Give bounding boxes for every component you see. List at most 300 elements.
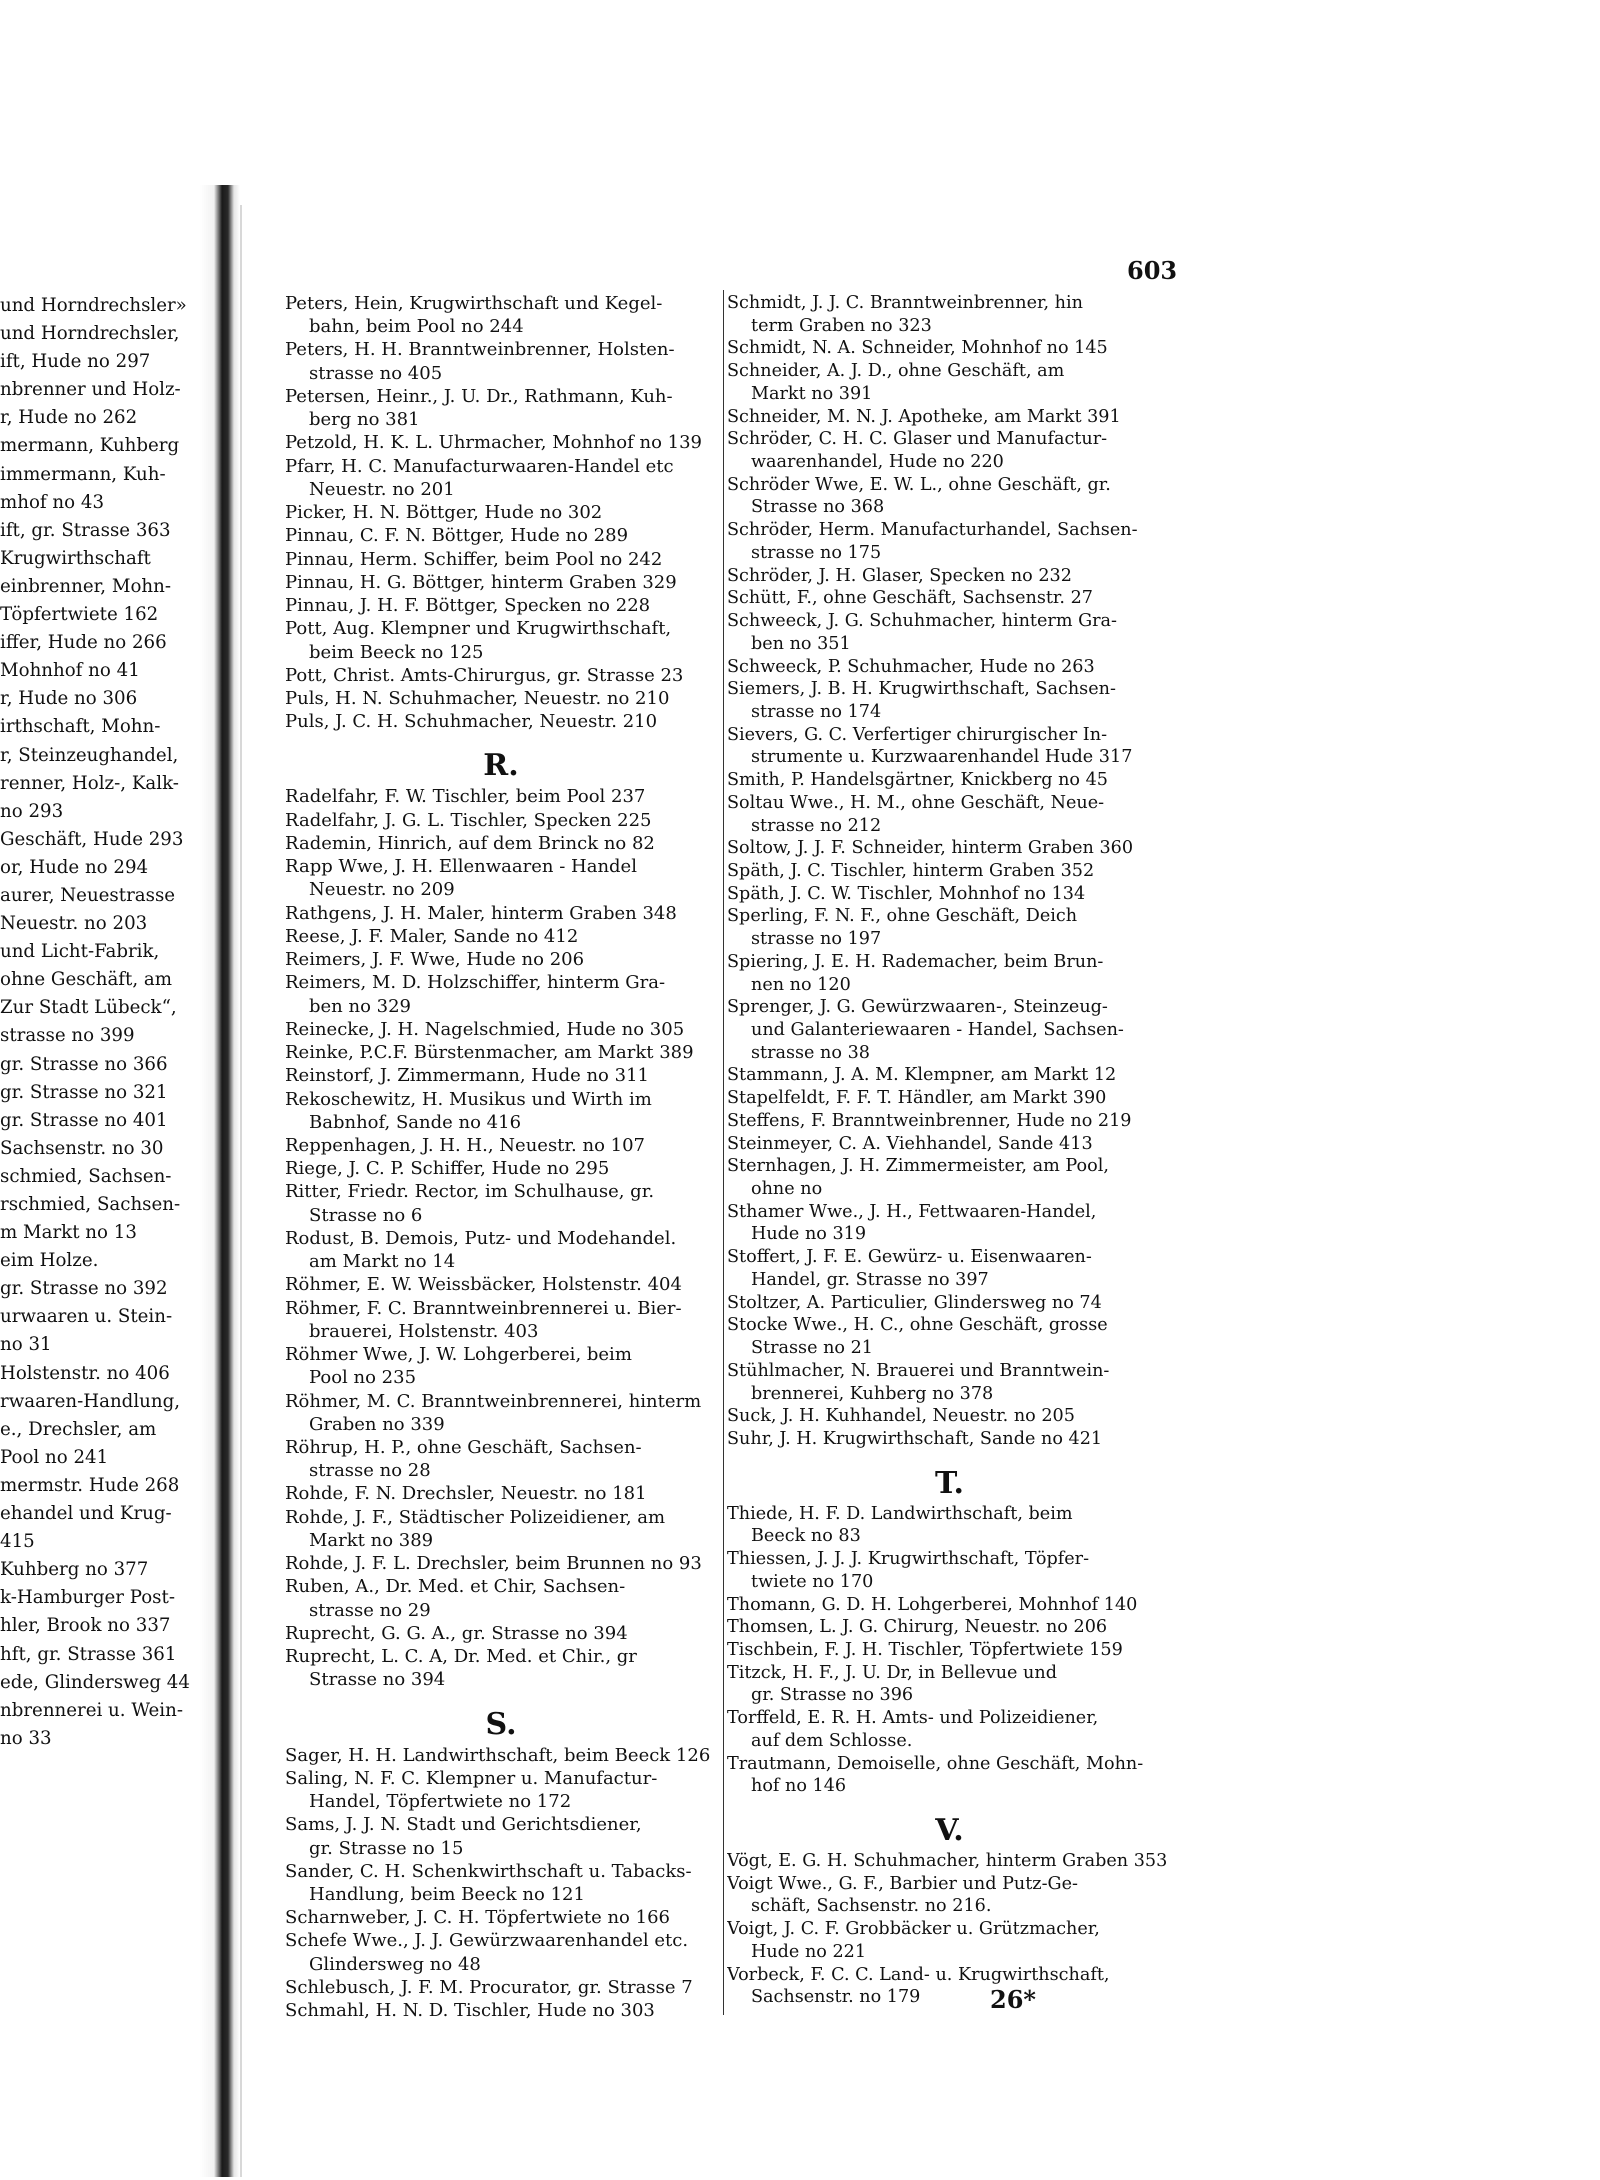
entry-line: Reinstorf, J. Zimmermann, Hude no 311	[285, 1065, 649, 1087]
directory-entry	[285, 617, 717, 663]
directory-entry	[285, 548, 717, 571]
left-fragment-line: gr. Strasse no 366	[0, 1053, 168, 1075]
directory-entry	[727, 1246, 1172, 1291]
directory-entry	[285, 1390, 717, 1436]
section-spacer	[727, 1451, 1172, 1465]
entry-line: Röhmer Wwe, J. W. Lohgerberei, beim	[285, 1344, 632, 1366]
directory-entry	[285, 1575, 717, 1621]
entry-continuation: Hude no 221	[751, 1941, 867, 1962]
entry-line: Steinmeyer, C. A. Viehhandel, Sande 413	[727, 1133, 1093, 1154]
directory-column-right	[727, 292, 1172, 2009]
left-fragment-line: 415	[0, 1531, 35, 1553]
entry-line: Röhmer, F. C. Branntweinbrennerei u. Bier-	[285, 1297, 682, 1319]
directory-entry	[285, 338, 717, 384]
directory-entry	[727, 1753, 1172, 1798]
entry-line: Sperling, F. N. F., ohne Geschäft, Deich	[727, 906, 1078, 927]
entry-line: Rohde, J. F., Städtischer Polizeidiener, am	[285, 1506, 666, 1528]
entry-continuation: ben no 351	[751, 633, 851, 654]
entry-continuation: strumente u. Kurzwaarenhandel Hude 317	[751, 747, 1133, 768]
entry-line: Schröder, J. H. Glaser, Specken no 232	[727, 565, 1072, 586]
directory-entry	[727, 678, 1172, 723]
entry-line: Sternhagen, J. H. Zimmermeister, am Pool,	[727, 1156, 1109, 1177]
left-fragment-line: Krugwirthschaft	[0, 547, 151, 569]
entry-continuation: brauerei, Holstenstr. 403	[309, 1320, 539, 1342]
directory-entry	[727, 769, 1172, 792]
directory-entry	[285, 1506, 717, 1552]
directory-entry	[727, 724, 1172, 769]
directory-entry	[285, 1018, 717, 1041]
left-fragment-line: strasse no 399	[0, 1025, 135, 1047]
entry-continuation: twiete no 170	[751, 1571, 874, 1592]
entry-continuation: ben no 329	[309, 995, 411, 1017]
entry-continuation: gr. Strasse no 396	[751, 1685, 914, 1706]
directory-entry	[285, 902, 717, 925]
directory-entry	[285, 1064, 717, 1087]
entry-line: Rathgens, J. H. Maler, hinterm Graben 348	[285, 902, 677, 924]
directory-entry	[727, 1201, 1172, 1246]
section-spacer	[285, 1692, 717, 1706]
entry-line: Vögt, E. G. H. Schuhmacher, hinterm Graben 353	[727, 1851, 1168, 1871]
left-fragment-line: r, Steinzeughandel,	[0, 744, 179, 766]
entry-line: Ruprecht, L. C. A, Dr. Med. et Chir., gr	[285, 1646, 637, 1668]
left-fragment-line: immermann, Kuh-	[0, 463, 166, 485]
entry-line: Pinnau, H. G. Böttger, hinterm Graben 329	[285, 571, 677, 593]
entry-line: Sager, H. H. Landwirthschaft, beim Beeck 126	[285, 1744, 711, 1766]
entry-line: Schütt, F., ohne Geschäft, Sachsenstr. 27	[727, 588, 1093, 609]
directory-entry	[727, 1133, 1172, 1156]
left-fragment-line: r, Hude no 306	[0, 688, 138, 710]
entry-line: Schefe Wwe., J. J. Gewürzwaarenhandel etc.	[285, 1930, 689, 1952]
entry-continuation: Graben no 339	[309, 1413, 445, 1435]
directory-entry	[285, 431, 717, 454]
entry-line: Stocke Wwe., H. C., ohne Geschäft, grosse	[727, 1315, 1108, 1336]
entry-line: Soltow, J. J. F. Schneider, hinterm Graben 360	[727, 838, 1134, 859]
book-gutter	[200, 185, 240, 2177]
entry-line: Spiering, J. E. H. Rademacher, beim Brun-	[727, 951, 1104, 972]
left-fragment-line: und Horndrechsler»	[0, 295, 187, 316]
entry-line: Peters, Hein, Krugwirthschaft und Kegel-	[285, 293, 663, 314]
directory-entry	[727, 1155, 1172, 1200]
directory-entry	[285, 1999, 717, 2022]
left-fragment-line: ift, gr. Strasse 363	[0, 519, 171, 541]
directory-entry	[727, 1064, 1172, 1087]
left-fragment-line: mhof no 43	[0, 491, 105, 513]
left-fragment-line: Pool no 241	[0, 1446, 109, 1468]
entry-line: Rohde, J. F. L. Drechsler, beim Brunnen no 93	[285, 1553, 702, 1575]
entry-line: Torffeld, E. R. H. Amts- und Polizeidiener,	[727, 1708, 1099, 1729]
section-letter: S.	[485, 1706, 517, 1742]
entry-continuation: Neuestr. no 209	[309, 879, 455, 901]
entry-line: Titzck, H. F., J. U. Dr, in Bellevue und	[727, 1662, 1057, 1683]
entry-line: Soltau Wwe., H. M., ohne Geschäft, Neue-	[727, 792, 1105, 813]
entry-continuation: ohne no	[751, 1179, 823, 1200]
directory-entry	[727, 1503, 1172, 1548]
entry-line: Späth, J. C. W. Tischler, Mohnhof no 134	[727, 883, 1086, 904]
entry-line: Voigt, J. C. F. Grobbäcker u. Grützmacher,	[727, 1919, 1100, 1940]
entry-line: Rekoschewitz, H. Musikus und Wirth im	[285, 1088, 652, 1110]
entry-line: Reimers, M. D. Holzschiffer, hinterm Gra-	[285, 972, 666, 994]
entry-line: Sprenger, J. G. Gewürzwaaren-, Steinzeug-	[727, 997, 1108, 1018]
left-fragment-line: mermstr. Hude 268	[0, 1474, 180, 1496]
entry-continuation: Strasse no 6	[309, 1204, 423, 1226]
entry-continuation: strasse no 197	[751, 929, 882, 950]
entry-line: Schneider, M. N. J. Apotheke, am Markt 391	[727, 406, 1121, 427]
entry-continuation: Markt no 391	[751, 383, 873, 404]
entry-line: Reimers, J. F. Wwe, Hude no 206	[285, 949, 585, 971]
entry-line: Tischbein, F. J. H. Tischler, Töpfertwiete 159	[727, 1639, 1123, 1660]
entry-continuation: hof no 146	[751, 1776, 847, 1797]
left-fragment-line: Sachsenstr. no 30	[0, 1137, 164, 1159]
directory-entry	[285, 1343, 717, 1389]
directory-entry	[727, 905, 1172, 950]
left-fragment-line: iffer, Hude no 266	[0, 632, 167, 654]
directory-entry	[727, 951, 1172, 996]
directory-entry	[285, 292, 717, 338]
entry-continuation: Neuestr. no 201	[309, 478, 455, 500]
entry-continuation: auf dem Schlosse.	[751, 1730, 913, 1751]
entry-continuation: Glindersweg no 48	[309, 1953, 481, 1975]
entry-continuation: strasse no 175	[751, 542, 882, 563]
entry-line: Riege, J. C. P. Schiffer, Hude no 295	[285, 1158, 610, 1180]
entry-continuation: Handel, Töpfertwiete no 172	[309, 1791, 572, 1813]
directory-entry	[285, 855, 717, 901]
left-fragment-line: aurer, Neuestrasse	[0, 884, 176, 906]
entry-line: Saling, N. F. C. Klempner u. Manufactur-	[285, 1767, 658, 1789]
left-fragment-line: und Licht-Fabrik,	[0, 941, 160, 963]
entry-continuation: Markt no 389	[309, 1529, 434, 1551]
directory-entry	[285, 455, 717, 501]
directory-entry	[727, 1594, 1172, 1617]
left-fragment-line: ehandel und Krug-	[0, 1503, 172, 1525]
left-fragment-line: no 33	[0, 1727, 52, 1749]
entry-continuation: am Markt no 14	[309, 1251, 456, 1273]
entry-continuation: brennerei, Kuhberg no 378	[751, 1383, 994, 1404]
left-fragment-line: k-Hamburger Post-	[0, 1587, 175, 1609]
entry-line: Ritter, Friedr. Rector, im Schulhause, gr.	[285, 1181, 655, 1203]
left-fragment-line: or, Hude no 294	[0, 856, 149, 878]
directory-entry	[727, 587, 1172, 610]
entry-line: Schröder, C. H. C. Glaser und Manufactur-	[727, 429, 1108, 450]
entry-line: Reinke, P.C.F. Bürstenmacher, am Markt 389	[285, 1042, 694, 1064]
entry-continuation: gr. Strasse no 15	[309, 1837, 464, 1859]
entry-line: Stühlmacher, N. Brauerei und Branntwein-	[727, 1360, 1110, 1381]
directory-entry	[285, 1088, 717, 1134]
entry-continuation: waarenhandel, Hude no 220	[751, 452, 1004, 473]
left-fragment-line: Zur Stadt Lübeck“,	[0, 997, 177, 1019]
entry-line: Sams, J. J. N. Stadt und Gerichtsdiener,	[285, 1814, 642, 1836]
entry-continuation: strasse no 28	[309, 1460, 431, 1482]
entry-line: Schweeck, P. Schuhmacher, Hude no 263	[727, 656, 1095, 677]
entry-line: Picker, H. N. Böttger, Hude no 302	[285, 502, 603, 524]
section-letter: R.	[483, 748, 519, 784]
directory-entry	[285, 524, 717, 547]
entry-line: Pinnau, C. F. N. Böttger, Hude no 289	[285, 525, 629, 547]
directory-entry	[285, 1645, 717, 1691]
entry-line: Peters, H. H. Branntweinbrenner, Holsten-	[285, 339, 675, 361]
left-fragment-line: ift, Hude no 297	[0, 351, 151, 373]
entry-line: Sander, C. H. Schenkwirthschaft u. Tabacks-	[285, 1860, 692, 1882]
entry-line: Pott, Aug. Klempner und Krugwirthschaft,	[285, 618, 672, 640]
directory-entry	[727, 565, 1172, 588]
directory-entry	[285, 664, 717, 687]
entry-line: Schröder Wwe, E. W. L., ohne Geschäft, gr.	[727, 474, 1111, 495]
entry-line: Voigt Wwe., G. F., Barbier und Putz-Ge-	[727, 1873, 1078, 1894]
entry-continuation: und Galanteriewaaren - Handel, Sachsen-	[751, 1020, 1124, 1040]
section-letter: V.	[935, 1813, 964, 1848]
directory-entry	[285, 1180, 717, 1226]
left-fragment-line: und Horndrechsler,	[0, 323, 180, 345]
directory-entry	[727, 1616, 1172, 1639]
left-fragment-line: no 31	[0, 1334, 52, 1356]
directory-entry	[727, 1873, 1172, 1918]
left-fragment-line: gr. Strasse no 321	[0, 1081, 168, 1103]
entry-continuation: berg no 381	[309, 409, 420, 431]
left-fragment-line: ohne Geschäft, am	[0, 969, 172, 991]
left-fragment-line: Kuhberg no 377	[0, 1559, 149, 1581]
directory-entry	[285, 501, 717, 524]
entry-line: Rohde, F. N. Drechsler, Neuestr. no 181	[285, 1483, 647, 1505]
directory-entry	[285, 925, 717, 948]
left-fragment-line: Holstenstr. no 406	[0, 1362, 170, 1384]
directory-entry	[285, 1227, 717, 1273]
entry-line: Steffens, F. Branntweinbrenner, Hude no 219	[727, 1110, 1132, 1131]
directory-entry	[727, 1110, 1172, 1133]
directory-entry	[727, 610, 1172, 655]
entry-line: Röhrup, H. P., ohne Geschäft, Sachsen-	[285, 1437, 642, 1459]
entry-line: Pinnau, J. H. F. Böttger, Specken no 228	[285, 595, 651, 617]
directory-entry	[727, 1639, 1172, 1662]
entry-line: Suck, J. H. Kuhhandel, Neuestr. no 205	[727, 1406, 1075, 1427]
entry-line: Thiede, H. F. D. Landwirthschaft, beim	[727, 1503, 1073, 1524]
entry-continuation: Babnhof, Sande no 416	[309, 1111, 522, 1133]
left-fragment-line: e., Drechsler, am	[0, 1418, 157, 1440]
entry-line: Röhmer, E. W. Weissbäcker, Holstenstr. 404	[285, 1274, 682, 1296]
directory-entry	[727, 837, 1172, 860]
entry-line: Schmidt, N. A. Schneider, Mohnhof no 145	[727, 338, 1108, 359]
directory-entry	[727, 292, 1172, 337]
directory-entry	[285, 1041, 717, 1064]
entry-line: Schmahl, H. N. D. Tischler, Hude no 303	[285, 2000, 655, 2022]
directory-entry	[727, 1918, 1172, 1963]
directory-entry	[285, 948, 717, 971]
entry-line: Scharnweber, J. C. H. Töpfertwiete no 166	[285, 1907, 670, 1929]
entry-continuation: beim Beeck no 125	[309, 641, 484, 663]
left-fragment-line: r, Hude no 262	[0, 407, 138, 429]
directory-entry	[285, 809, 717, 832]
entry-line: Pott, Christ. Amts-Chirurgus, gr. Strasse 23	[285, 664, 684, 686]
left-fragment-line: gr. Strasse no 392	[0, 1278, 168, 1300]
entry-continuation: strasse no 405	[309, 362, 443, 384]
left-fragment-line: nbrenner und Holz-	[0, 379, 181, 401]
section-letter: T.	[935, 1465, 964, 1501]
directory-entry	[727, 519, 1172, 564]
entry-line: Stoltzer, A. Particulier, Glindersweg no 74	[727, 1292, 1102, 1313]
entry-line: Rodust, B. Demois, Putz- und Modehandel.	[285, 1227, 677, 1249]
entry-continuation: Hude no 319	[751, 1224, 867, 1245]
directory-entry	[285, 1929, 717, 1975]
directory-column-left	[285, 292, 717, 2022]
entry-continuation: Strasse no 368	[751, 497, 885, 518]
left-fragment-line: schmied, Sachsen-	[0, 1165, 172, 1187]
entry-line: Späth, J. C. Tischler, hinterm Graben 352	[727, 860, 1095, 881]
entry-line: Schneider, A. J. D., ohne Geschäft, am	[727, 361, 1065, 382]
entry-continuation: strasse no 212	[751, 815, 882, 836]
entry-line: Puls, J. C. H. Schuhmacher, Neuestr. 210	[285, 711, 658, 733]
directory-entry	[285, 571, 717, 594]
directory-entry	[285, 785, 717, 808]
left-fragment-line: eim Holze.	[0, 1250, 99, 1272]
directory-entry	[727, 883, 1172, 906]
entry-line: Trautmann, Demoiselle, ohne Geschäft, Mohn-	[727, 1753, 1144, 1774]
left-fragment-line: ede, Glindersweg 44	[0, 1671, 190, 1693]
directory-entry	[285, 971, 717, 1017]
entry-line: Reppenhagen, J. H. H., Neuestr. no 107	[285, 1134, 645, 1156]
directory-entry	[727, 860, 1172, 883]
left-page-text-fragments	[0, 292, 222, 1753]
entry-line: Stammann, J. A. M. Klempner, am Markt 12	[727, 1065, 1117, 1086]
entry-line: Ruprecht, G. G. A., gr. Strasse no 394	[285, 1622, 628, 1644]
directory-entry	[727, 1964, 1172, 2009]
directory-entry	[285, 1860, 717, 1906]
entry-line: Röhmer, M. C. Branntweinbrennerei, hinterm	[285, 1390, 702, 1412]
entry-line: Suhr, J. H. Krugwirthschaft, Sande no 421	[727, 1428, 1103, 1449]
entry-line: Siemers, J. B. H. Krugwirthschaft, Sachsen-	[727, 679, 1116, 700]
left-fragment-line: nbrennerei u. Wein-	[0, 1699, 183, 1721]
left-fragment-line: Geschäft, Hude 293	[0, 828, 184, 850]
left-fragment-line: urwaaren u. Stein-	[0, 1306, 173, 1328]
page-number: 603	[1127, 256, 1178, 285]
left-fragment-line: rschmied, Sachsen-	[0, 1194, 181, 1215]
directory-entry	[727, 1360, 1172, 1405]
directory-entry	[727, 996, 1172, 1064]
entry-line: Petzold, H. K. L. Uhrmacher, Mohnhof no 139	[285, 432, 702, 454]
entry-line: Schmidt, J. J. C. Branntweinbrenner, hin	[727, 293, 1083, 313]
entry-continuation: Pool no 235	[309, 1367, 417, 1389]
entry-line: Smith, P. Handelsgärtner, Knickberg no 45	[727, 770, 1108, 791]
entry-continuation: strasse no 174	[751, 701, 882, 722]
directory-entry	[727, 406, 1172, 429]
entry-line: Radelfahr, J. G. L. Tischler, Specken 225	[285, 809, 652, 831]
directory-entry	[285, 832, 717, 855]
entry-line: Vorbeck, F. C. C. Land- u. Krugwirthschaft,	[727, 1964, 1110, 1985]
directory-entry	[727, 792, 1172, 837]
entry-line: Thomann, G. D. H. Lohgerberei, Mohnhof 140	[727, 1594, 1138, 1615]
column-divider	[723, 290, 724, 2015]
entry-continuation: Strasse no 21	[751, 1338, 873, 1359]
left-fragment-line: Mohnhof no 41	[0, 660, 140, 682]
directory-entry	[727, 428, 1172, 473]
entry-line: Pinnau, Herm. Schiffer, beim Pool no 242	[285, 548, 663, 570]
section-spacer	[727, 1798, 1172, 1812]
entry-line: Radelfahr, F. W. Tischler, beim Pool 237	[285, 786, 646, 808]
left-fragment-line: no 293	[0, 800, 64, 822]
directory-entry	[285, 1482, 717, 1505]
section-spacer	[285, 733, 717, 747]
entry-continuation: schäft, Sachsenstr. no 216.	[751, 1896, 992, 1917]
entry-continuation: term Graben no 323	[751, 315, 932, 336]
directory-entry	[727, 1405, 1172, 1428]
entry-line: Puls, H. N. Schuhmacher, Neuestr. no 210	[285, 687, 670, 709]
directory-entry	[727, 1314, 1172, 1359]
entry-continuation: Handel, gr. Strasse no 397	[751, 1269, 989, 1290]
directory-entry	[727, 1292, 1172, 1315]
entry-continuation: Sachsenstr. no 179	[751, 1987, 921, 2008]
directory-entry	[285, 594, 717, 617]
entry-continuation: bahn, beim Pool no 244	[309, 316, 524, 338]
entry-continuation: nen no 120	[751, 974, 851, 995]
entry-line: Thomsen, L. J. G. Chirurg, Neuestr. no 206	[727, 1617, 1108, 1638]
directory-entry	[285, 687, 717, 710]
entry-line: Ruben, A., Dr. Med. et Chir, Sachsen-	[285, 1576, 626, 1598]
entry-continuation: strasse no 29	[309, 1599, 431, 1621]
directory-entry	[727, 1428, 1172, 1451]
directory-entry	[285, 1134, 717, 1157]
directory-entry	[285, 1906, 717, 1929]
directory-entry	[727, 1548, 1172, 1593]
directory-entry	[285, 1157, 717, 1180]
entry-line: Schlebusch, J. F. M. Procurator, gr. Strasse 7	[285, 1976, 693, 1998]
entry-line: Sievers, G. C. Verfertiger chirurgischer In-	[727, 724, 1108, 745]
entry-continuation: Beeck no 83	[751, 1526, 861, 1547]
left-fragment-line: rwaaren-Handlung,	[0, 1390, 180, 1412]
left-fragment-line: renner, Holz-, Kalk-	[0, 772, 179, 794]
directory-entry	[727, 1662, 1172, 1707]
left-fragment-line: Neuestr. no 203	[0, 913, 148, 935]
directory-entry	[285, 1976, 717, 1999]
directory-entry	[285, 1744, 717, 1767]
directory-entry	[727, 1707, 1172, 1752]
entry-continuation: Handlung, beim Beeck no 121	[309, 1884, 585, 1905]
entry-line: Stapelfeldt, F. F. T. Händler, am Markt 390	[727, 1088, 1107, 1109]
directory-entry	[727, 474, 1172, 519]
directory-entry	[285, 1273, 717, 1296]
directory-entry	[285, 1767, 717, 1813]
left-fragment-line: irthschaft, Mohn-	[0, 716, 161, 738]
directory-entry	[727, 656, 1172, 679]
entry-line: Rademin, Hinrich, auf dem Brinck no 82	[285, 832, 655, 854]
directory-entry	[285, 1622, 717, 1645]
entry-line: Schweeck, J. G. Schuhmacher, hinterm Gra-	[727, 611, 1117, 632]
entry-continuation: Strasse no 394	[309, 1669, 446, 1691]
entry-continuation: strasse no 38	[751, 1042, 870, 1063]
left-fragment-line: Töpfertwiete 162	[0, 604, 159, 626]
entry-line: Pfarr, H. C. Manufacturwaaren-Handel etc	[285, 455, 674, 477]
left-fragment-line: mermann, Kuhberg	[0, 435, 180, 457]
entry-line: Rapp Wwe, J. H. Ellenwaaren - Handel	[285, 856, 637, 878]
directory-entry	[285, 1297, 717, 1343]
entry-line: Schröder, Herm. Manufacturhandel, Sachsen-	[727, 520, 1138, 541]
left-fragment-line: einbrenner, Mohn-	[0, 575, 171, 597]
directory-entry	[727, 1087, 1172, 1110]
entry-line: Reinecke, J. H. Nagelschmied, Hude no 305	[285, 1018, 685, 1040]
directory-entry	[285, 1552, 717, 1575]
entry-line: Stoffert, J. F. E. Gewürz- u. Eisenwaaren-	[727, 1247, 1092, 1268]
entry-line: Sthamer Wwe., J. H., Fettwaaren-Handel,	[727, 1201, 1097, 1222]
directory-entry	[727, 1850, 1172, 1873]
printer-signature: 26*	[990, 1985, 1036, 2014]
entry-line: Thiessen, J. J. J. Krugwirthschaft, Töpfer-	[727, 1549, 1090, 1570]
directory-entry	[727, 337, 1172, 360]
left-fragment-line: hler, Brook no 337	[0, 1615, 171, 1637]
left-fragment-line: m Markt no 13	[0, 1222, 137, 1244]
entry-line: Petersen, Heinr., J. U. Dr., Rathmann, Kuh-	[285, 385, 673, 407]
directory-entry	[285, 710, 717, 733]
directory-entry	[285, 1436, 717, 1482]
entry-line: Reese, J. F. Maler, Sande no 412	[285, 925, 579, 947]
directory-entry	[285, 1813, 717, 1859]
directory-entry	[727, 360, 1172, 405]
left-fragment-line: hft, gr. Strasse 361	[0, 1643, 177, 1665]
